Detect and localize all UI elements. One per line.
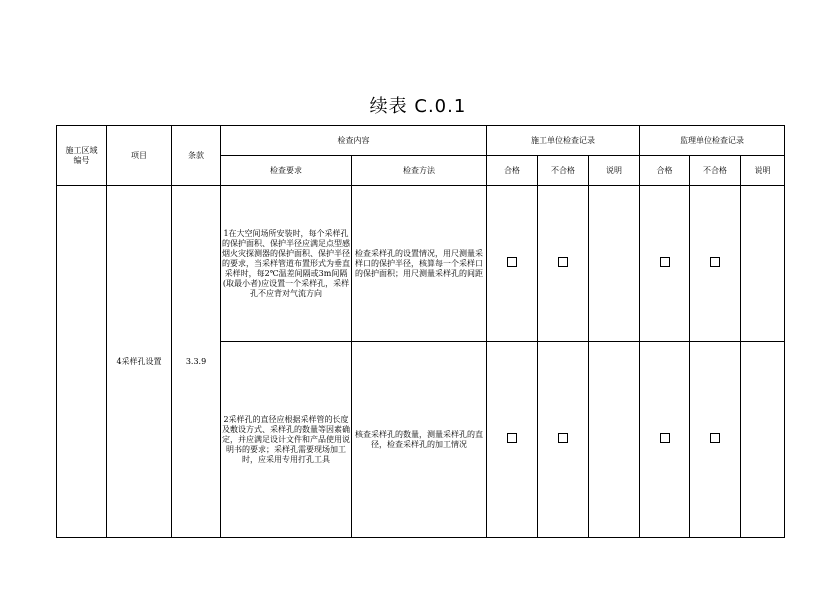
supervision-note-cell[interactable] bbox=[741, 342, 785, 538]
header-item: 项目 bbox=[107, 126, 172, 186]
supervision-fail-cell bbox=[690, 342, 741, 538]
supervision-fail-checkbox[interactable] bbox=[710, 433, 720, 443]
item-cell: 4采样孔设置 bbox=[107, 186, 172, 538]
method-cell: 检查采样孔的设置情况，用尺测量采样口的保护半径，核算每一个采样口的保护面积；用尺测量采样孔的间距 bbox=[352, 186, 487, 342]
construction-note-cell[interactable] bbox=[589, 186, 640, 342]
header-requirement: 检查要求 bbox=[221, 156, 352, 186]
header-supervision-fail: 不合格 bbox=[690, 156, 741, 186]
construction-pass-cell bbox=[487, 342, 538, 538]
supervision-pass-cell bbox=[640, 342, 690, 538]
construction-fail-checkbox[interactable] bbox=[558, 257, 568, 267]
header-area-code: 施工区域编号 bbox=[57, 126, 107, 186]
construction-pass-checkbox[interactable] bbox=[507, 257, 517, 267]
header-construction-record: 施工单位检查记录 bbox=[487, 126, 640, 156]
header-supervision-pass: 合格 bbox=[640, 156, 690, 186]
construction-fail-checkbox[interactable] bbox=[558, 433, 568, 443]
header-construction-pass: 合格 bbox=[487, 156, 538, 186]
header-supervision-record: 监理单位检查记录 bbox=[640, 126, 785, 156]
method-cell: 核查采样孔的数量，测量采样孔的直径，检查采样孔的加工情况 bbox=[352, 342, 487, 538]
supervision-fail-cell bbox=[690, 186, 741, 342]
supervision-pass-checkbox[interactable] bbox=[660, 433, 670, 443]
supervision-pass-checkbox[interactable] bbox=[660, 257, 670, 267]
inspection-table bbox=[56, 125, 785, 538]
header-supervision-note: 说明 bbox=[741, 156, 785, 186]
header-construction-fail: 不合格 bbox=[538, 156, 589, 186]
supervision-pass-cell bbox=[640, 186, 690, 342]
form-title: 续表 C.0.1 bbox=[369, 96, 467, 117]
construction-pass-cell bbox=[487, 186, 538, 342]
header-inspection-content: 检查内容 bbox=[221, 126, 487, 156]
requirement-cell: 1在大空间场所安装时，每个采样孔的保护面积、保护半径应满足点型感烟火灾探测器的保护面积、保护半径的要求，当采样管道布置形式为垂直采样时，每2℃温差间隔或3m间隔(取最小者)应设置一个采样孔，采样孔不应背对气流方向 bbox=[221, 186, 352, 342]
supervision-note-cell[interactable] bbox=[741, 186, 785, 342]
construction-fail-cell bbox=[538, 186, 589, 342]
header-clause: 条款 bbox=[172, 126, 221, 186]
requirement-cell: 2采样孔的直径应根据采样管的长度及敷设方式、采样孔的数量等因素确定，并应满足设计文件和产品使用说明书的要求；采样孔需要现场加工时，应采用专用打孔工具 bbox=[221, 342, 352, 538]
header-method: 检查方法 bbox=[352, 156, 487, 186]
supervision-fail-checkbox[interactable] bbox=[710, 257, 720, 267]
header-construction-note: 说明 bbox=[589, 156, 640, 186]
table-row bbox=[57, 186, 785, 342]
construction-note-cell[interactable] bbox=[589, 342, 640, 538]
clause-cell: 3.3.9 bbox=[172, 186, 221, 538]
construction-pass-checkbox[interactable] bbox=[507, 433, 517, 443]
construction-fail-cell bbox=[538, 342, 589, 538]
area-code-cell bbox=[57, 186, 107, 538]
